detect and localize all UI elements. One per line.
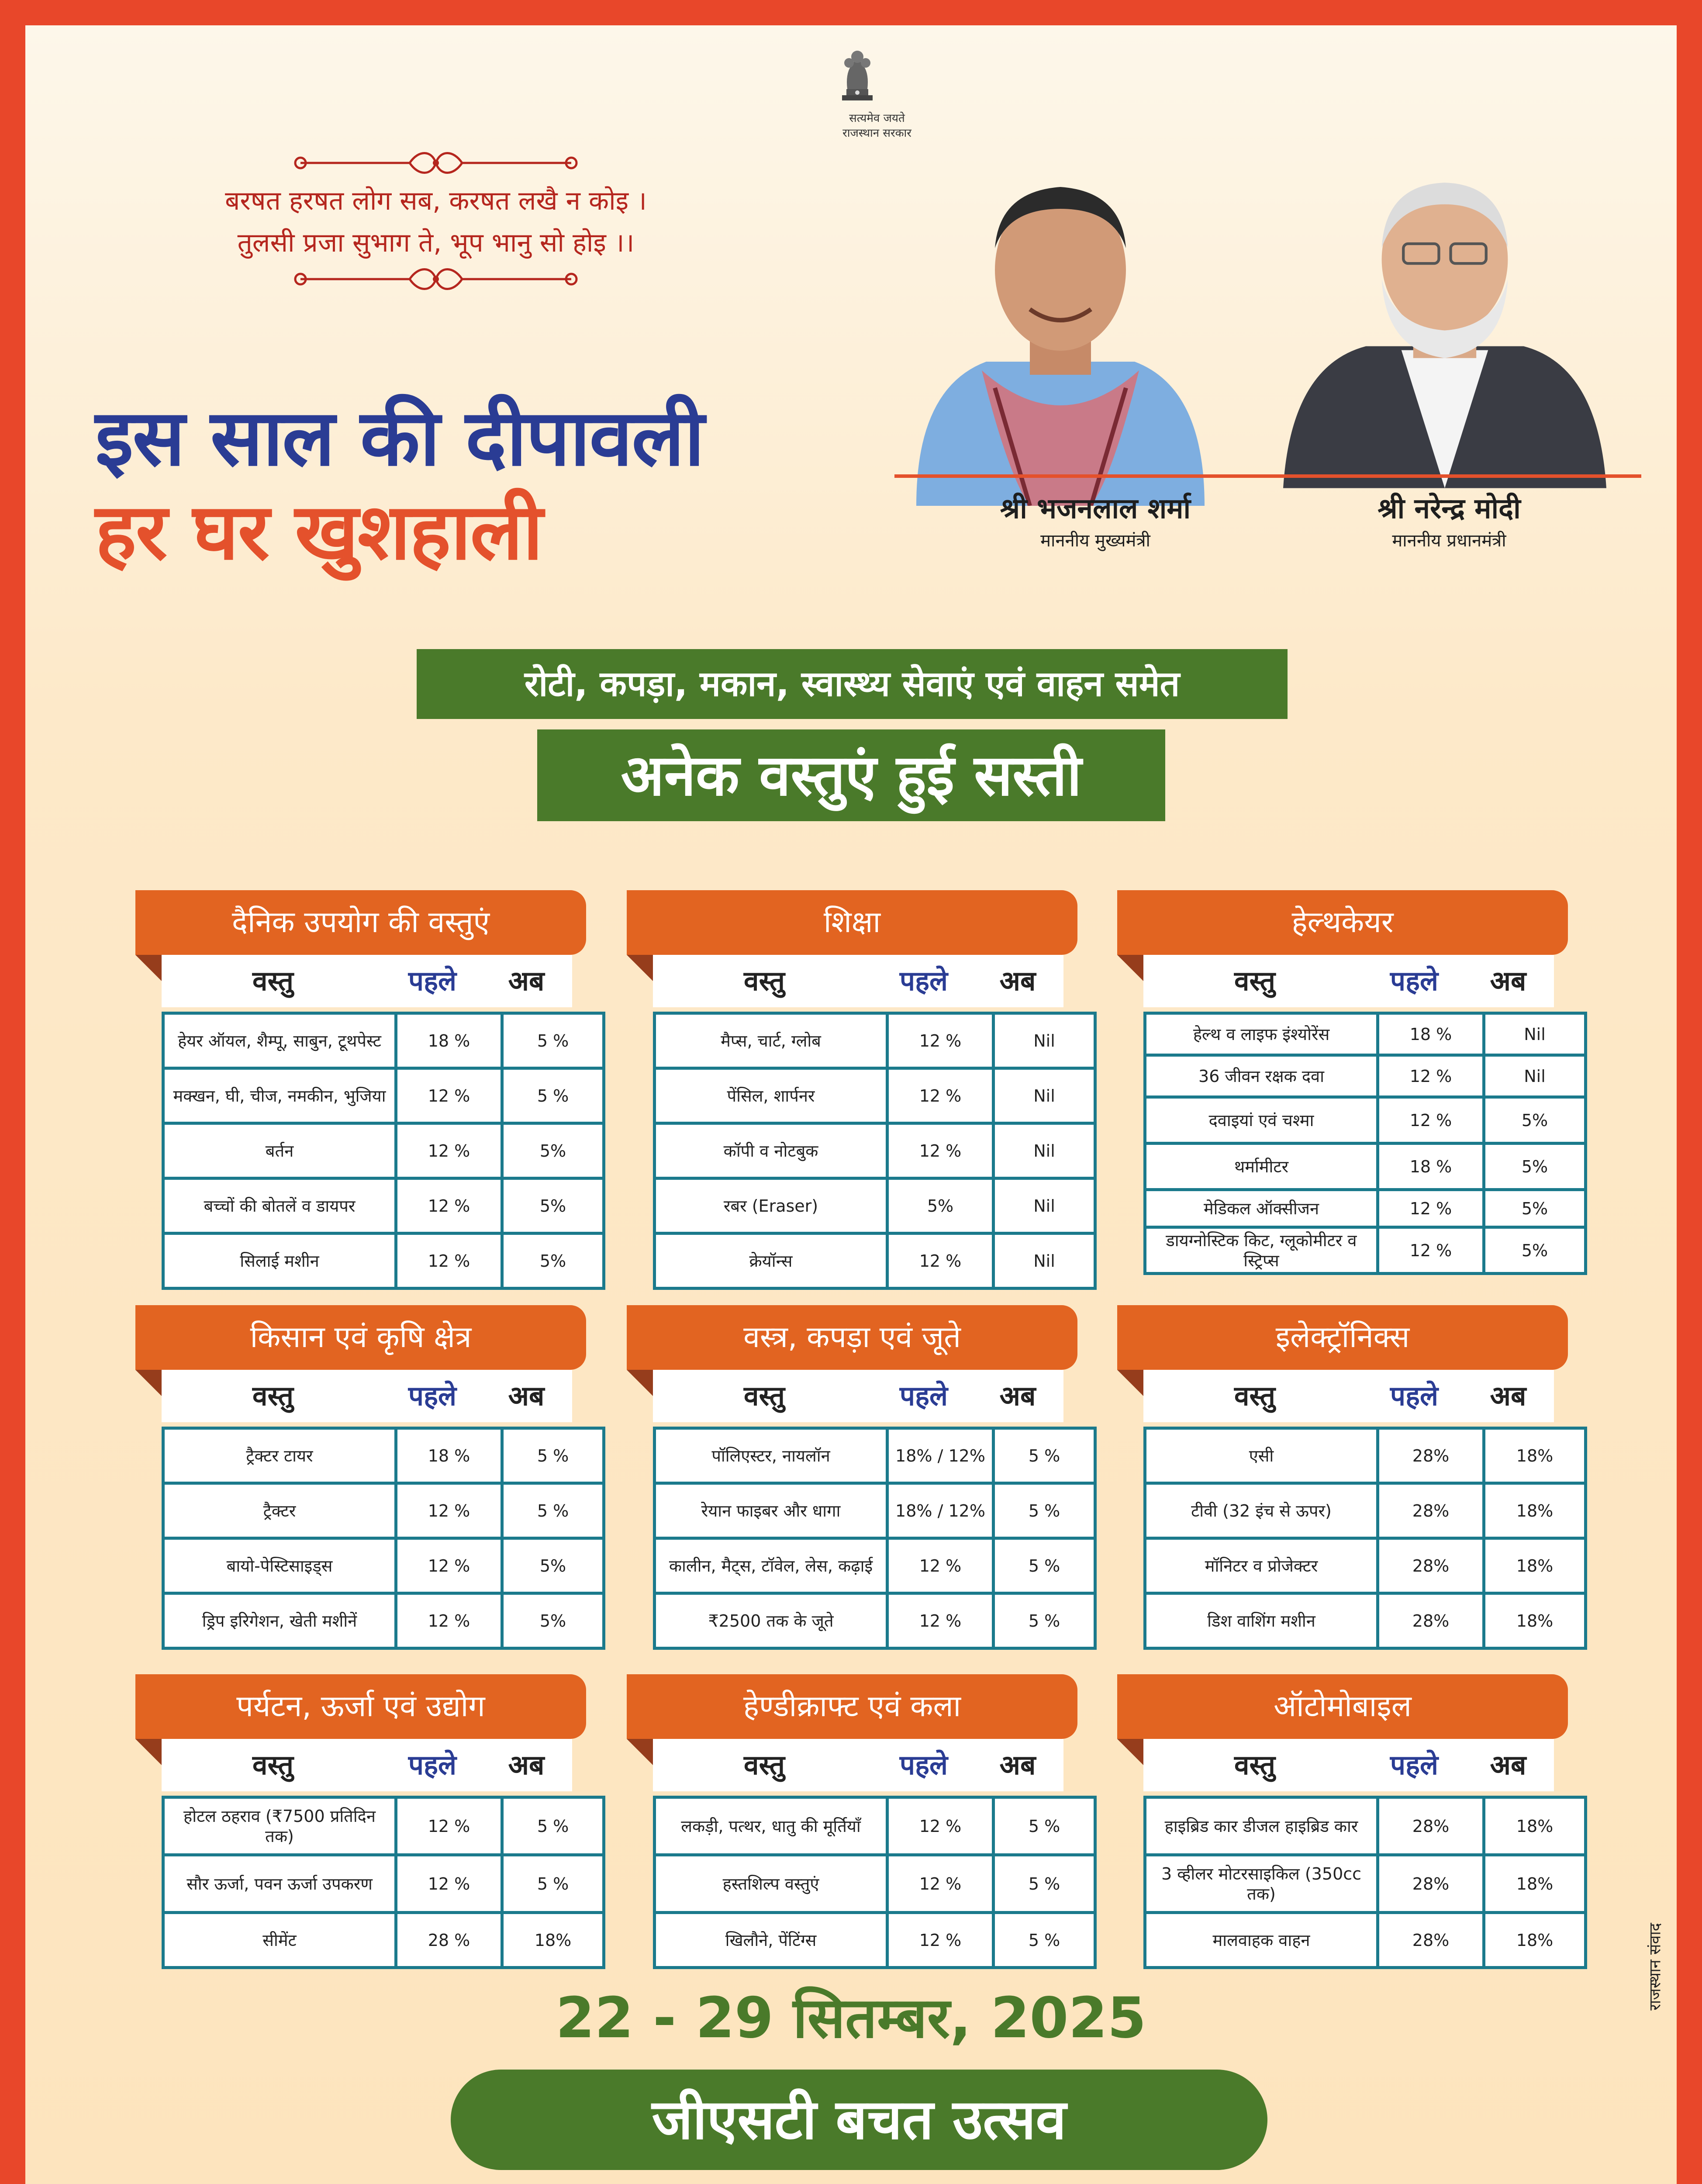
leader-name-cm: श्री भजनलाल शर्मा	[1000, 493, 1191, 525]
before-rate-cell: 12 %	[1378, 1097, 1484, 1144]
section-header	[135, 1674, 586, 1739]
table-row	[655, 1123, 1095, 1178]
item-cell: डिश वाशिंग मशीन	[1145, 1593, 1378, 1648]
table-row	[1145, 1227, 1586, 1274]
festival-title: जीएसटी बचत उत्सव	[451, 2070, 1267, 2170]
item-cell: बच्चों की बोतलें व डायपर	[163, 1178, 396, 1234]
now-rate-cell: Nil	[994, 1123, 1095, 1178]
now-rate-cell: 5%	[502, 1178, 604, 1234]
column-header	[1143, 1739, 1554, 1791]
rate-table	[653, 1012, 1097, 1290]
section-title: किसान एवं कृषि क्षेत्र	[250, 1320, 472, 1355]
now-rate-cell: 18%	[1484, 1538, 1586, 1593]
now-rate-cell: 5 %	[994, 1483, 1095, 1538]
rate-table	[1143, 1427, 1587, 1650]
table-row	[1145, 1797, 1586, 1855]
before-rate-cell: 12 %	[396, 1123, 502, 1178]
now-rate-cell: 5%	[1484, 1144, 1586, 1190]
table-row	[655, 1428, 1095, 1483]
before-rate-cell: 28%	[1378, 1855, 1484, 1913]
before-rate-cell: 12 %	[887, 1123, 994, 1178]
item-cell: मैप्स, चार्ट, ग्लोब	[655, 1013, 887, 1068]
section-title: हेण्डीक्राफ्ट एवं कला	[743, 1689, 961, 1724]
table-row	[655, 1234, 1095, 1289]
ribbon-fold	[135, 1739, 162, 1765]
before-rate-cell: 12 %	[887, 1538, 994, 1593]
col-before-label: पहले	[1390, 1380, 1439, 1412]
item-cell: सीमेंट	[163, 1913, 396, 1968]
ribbon-fold	[1117, 1370, 1143, 1396]
before-rate-cell: 12 %	[396, 1855, 502, 1913]
before-rate-cell: 12 %	[396, 1234, 502, 1289]
column-header	[653, 1739, 1063, 1791]
table-row	[1145, 1055, 1586, 1097]
ribbon-fold	[1117, 1739, 1143, 1765]
section-header	[627, 1305, 1077, 1370]
rate-table	[653, 1427, 1097, 1650]
col-now-label: अब	[508, 965, 545, 997]
table-row	[1145, 1144, 1586, 1190]
now-rate-cell: 5%	[502, 1123, 604, 1178]
col-before-label: पहले	[899, 1380, 948, 1412]
section-title: दैनिक उपयोग की वस्तुएं	[231, 905, 490, 940]
table-row	[1145, 1593, 1586, 1648]
section-title: ऑटोमोबाइल	[1274, 1689, 1412, 1724]
col-item-label: वस्तु	[744, 965, 785, 997]
now-rate-cell: Nil	[994, 1234, 1095, 1289]
now-rate-cell: 5 %	[502, 1428, 604, 1483]
before-rate-cell: 12 %	[887, 1593, 994, 1648]
item-cell: ट्रैक्टर	[163, 1483, 396, 1538]
section-header	[627, 890, 1077, 955]
banner-title: अनेक वस्तुएं हुई सस्ती	[537, 729, 1165, 821]
now-rate-cell: 5%	[1484, 1227, 1586, 1274]
section-title: इलेक्ट्रॉनिक्स	[1275, 1320, 1410, 1355]
table-row	[655, 1068, 1095, 1123]
col-item-label: वस्तु	[1234, 965, 1275, 997]
now-rate-cell: 5%	[1484, 1097, 1586, 1144]
item-cell: हेल्थ व लाइफ इंश्योरेंस	[1145, 1013, 1378, 1055]
col-now-label: अब	[1490, 1380, 1526, 1412]
item-cell: ₹2500 तक के जूते	[655, 1593, 887, 1648]
now-rate-cell: Nil	[994, 1068, 1095, 1123]
side-credit	[1641, 1882, 1667, 2056]
before-rate-cell: 12 %	[396, 1593, 502, 1648]
now-rate-cell: 18%	[1484, 1913, 1586, 1968]
before-rate-cell: 12 %	[396, 1178, 502, 1234]
item-cell: डायग्नोस्टिक किट, ग्लूकोमीटर व स्ट्रिप्स	[1145, 1227, 1378, 1274]
table-row	[1145, 1538, 1586, 1593]
table-row	[655, 1855, 1095, 1913]
item-cell: ट्रैक्टर टायर	[163, 1428, 396, 1483]
prime-minister-portrait	[1283, 143, 1606, 506]
table-row	[655, 1483, 1095, 1538]
item-cell: कालीन, मैट्स, टॉवेल, लेस, कढ़ाई	[655, 1538, 887, 1593]
chief-minister-portrait	[899, 143, 1222, 506]
now-rate-cell: 5 %	[502, 1855, 604, 1913]
item-cell: कॉपी व नोटबुक	[655, 1123, 887, 1178]
item-cell: पेंसिल, शार्पनर	[655, 1068, 887, 1123]
ribbon-fold	[135, 1370, 162, 1396]
table-row	[1145, 1013, 1586, 1055]
section-title: शिक्षा	[823, 905, 881, 940]
table-row	[655, 1913, 1095, 1968]
table-row	[163, 1178, 604, 1234]
before-rate-cell: 28%	[1378, 1428, 1484, 1483]
headline	[95, 392, 838, 580]
col-before-label: पहले	[408, 1749, 457, 1781]
now-rate-cell: 5 %	[994, 1538, 1095, 1593]
item-cell: मक्खन, घी, चीज, नमकीन, भुजिया	[163, 1068, 396, 1123]
item-cell: मेडिकल ऑक्सीजन	[1145, 1190, 1378, 1227]
column-header	[162, 1739, 572, 1791]
table-row	[163, 1234, 604, 1289]
table-row	[1145, 1190, 1586, 1227]
item-cell: हेयर ऑयल, शैम्पू, साबुन, टूथपेस्ट	[163, 1013, 396, 1068]
now-rate-cell: 5%	[502, 1593, 604, 1648]
item-cell: 36 जीवन रक्षक दवा	[1145, 1055, 1378, 1097]
section-header	[135, 1305, 586, 1370]
item-cell: लकड़ी, पत्थर, धातु की मूर्तियाँ	[655, 1797, 887, 1855]
ornament-divider-icon	[261, 148, 611, 178]
headline-line-2: हर घर खुशहाली	[95, 487, 542, 577]
before-rate-cell: 12 %	[396, 1538, 502, 1593]
table-row	[655, 1593, 1095, 1648]
ornament-divider-icon	[261, 264, 611, 294]
now-rate-cell: 5 %	[994, 1593, 1095, 1648]
item-cell: बायो-पेस्टिसाइड्स	[163, 1538, 396, 1593]
ribbon-fold	[1117, 955, 1143, 981]
before-rate-cell: 28%	[1378, 1593, 1484, 1648]
before-rate-cell: 5%	[887, 1178, 994, 1234]
column-header	[162, 955, 572, 1007]
before-rate-cell: 18 %	[1378, 1013, 1484, 1055]
now-rate-cell: 5 %	[994, 1428, 1095, 1483]
before-rate-cell: 12 %	[1378, 1190, 1484, 1227]
col-item-label: वस्तु	[1234, 1749, 1275, 1781]
before-rate-cell: 28%	[1378, 1797, 1484, 1855]
item-cell: रेयान फाइबर और धागा	[655, 1483, 887, 1538]
before-rate-cell: 12 %	[887, 1855, 994, 1913]
leader-title-cm: माननीय मुख्यमंत्री	[1040, 531, 1150, 551]
col-item-label: वस्तु	[252, 965, 293, 997]
now-rate-cell: 18%	[502, 1913, 604, 1968]
now-rate-cell: 18%	[1484, 1797, 1586, 1855]
rate-table	[162, 1796, 605, 1969]
now-rate-cell: 5 %	[994, 1855, 1095, 1913]
item-cell: ड्रिप इरिगेशन, खेती मशीनें	[163, 1593, 396, 1648]
ribbon-fold	[627, 1739, 653, 1765]
festival-dates: 22 - 29 सितम्बर, 2025	[556, 1986, 1146, 2051]
now-rate-cell: 18%	[1484, 1428, 1586, 1483]
before-rate-cell: 12 %	[396, 1797, 502, 1855]
leader-name-pm: श्री नरेन्द्र मोदी	[1377, 493, 1521, 525]
table-row	[163, 1123, 604, 1178]
emblem-caption: राजस्थान सरकार	[842, 127, 911, 140]
before-rate-cell: 18% / 12%	[887, 1428, 994, 1483]
rate-table	[1143, 1796, 1587, 1969]
section-title: वस्त्र, कपड़ा एवं जूते	[743, 1320, 961, 1355]
state-emblem	[833, 44, 921, 141]
before-rate-cell: 12 %	[887, 1797, 994, 1855]
col-before-label: पहले	[1390, 1749, 1439, 1781]
emblem-motto: सत्यमेव जयते	[849, 112, 905, 125]
leader-title-pm: माननीय प्रधानमंत्री	[1392, 531, 1506, 551]
before-rate-cell: 28%	[1378, 1538, 1484, 1593]
headline-line-1: इस साल की दीपावली	[95, 393, 704, 483]
rate-table	[162, 1012, 605, 1290]
poster-body	[25, 25, 1677, 2184]
now-rate-cell: 5 %	[994, 1797, 1095, 1855]
now-rate-cell: 5 %	[502, 1797, 604, 1855]
table-row	[163, 1593, 604, 1648]
now-rate-cell: 5%	[502, 1538, 604, 1593]
table-row	[163, 1797, 604, 1855]
col-before-label: पहले	[408, 965, 457, 997]
table-row	[163, 1013, 604, 1068]
before-rate-cell: 28 %	[396, 1913, 502, 1968]
table-row	[163, 1483, 604, 1538]
before-rate-cell: 12 %	[1378, 1227, 1484, 1274]
before-rate-cell: 12 %	[887, 1234, 994, 1289]
table-row	[1145, 1483, 1586, 1538]
item-cell: बर्तन	[163, 1123, 396, 1178]
col-now-label: अब	[1490, 965, 1526, 997]
now-rate-cell: 5 %	[502, 1068, 604, 1123]
doha-line-1: बरषत हरषत लोग सब, करषत लखै न कोइ ।	[225, 186, 647, 216]
now-rate-cell: Nil	[994, 1013, 1095, 1068]
now-rate-cell: 18%	[1484, 1593, 1586, 1648]
col-item-label: वस्तु	[252, 1749, 293, 1781]
before-rate-cell: 12 %	[887, 1913, 994, 1968]
now-rate-cell: 5%	[502, 1234, 604, 1289]
item-cell: रबर (Eraser)	[655, 1178, 887, 1234]
column-header	[1143, 955, 1554, 1007]
before-rate-cell: 18 %	[396, 1428, 502, 1483]
col-item-label: वस्तु	[1234, 1380, 1275, 1412]
item-cell: एसी	[1145, 1428, 1378, 1483]
now-rate-cell: Nil	[1484, 1055, 1586, 1097]
table-row	[655, 1797, 1095, 1855]
table-row	[163, 1855, 604, 1913]
section-header	[1117, 1305, 1568, 1370]
rate-table	[162, 1427, 605, 1650]
section-header	[627, 1674, 1077, 1739]
rate-table	[653, 1796, 1097, 1969]
now-rate-cell: 18%	[1484, 1855, 1586, 1913]
col-before-label: पहले	[408, 1380, 457, 1412]
col-before-label: पहले	[899, 965, 948, 997]
table-row	[1145, 1428, 1586, 1483]
table-row	[655, 1178, 1095, 1234]
portrait-baseline	[894, 474, 1641, 478]
rate-table	[1143, 1012, 1587, 1275]
ribbon-fold	[135, 955, 162, 981]
doha-block	[148, 148, 724, 296]
item-cell: हस्तशिल्प वस्तुएं	[655, 1855, 887, 1913]
col-now-label: अब	[999, 965, 1036, 997]
col-now-label: अब	[508, 1749, 545, 1781]
before-rate-cell: 12 %	[396, 1068, 502, 1123]
ribbon-fold	[627, 955, 653, 981]
table-row	[1145, 1097, 1586, 1144]
item-cell: सौर ऊर्जा, पवन ऊर्जा उपकरण	[163, 1855, 396, 1913]
item-cell: क्रेयॉन्स	[655, 1234, 887, 1289]
now-rate-cell: 18%	[1484, 1483, 1586, 1538]
before-rate-cell: 12 %	[396, 1483, 502, 1538]
section-title: पर्यटन, ऊर्जा एवं उद्योग	[236, 1689, 485, 1724]
column-header	[653, 955, 1063, 1007]
table-row	[163, 1428, 604, 1483]
now-rate-cell: 5 %	[502, 1483, 604, 1538]
now-rate-cell: Nil	[994, 1178, 1095, 1234]
table-row	[655, 1538, 1095, 1593]
table-row	[163, 1913, 604, 1968]
section-header	[135, 890, 586, 955]
item-cell: सिलाई मशीन	[163, 1234, 396, 1289]
item-cell: टीवी (32 इंच से ऊपर)	[1145, 1483, 1378, 1538]
before-rate-cell: 28%	[1378, 1913, 1484, 1968]
now-rate-cell: Nil	[1484, 1013, 1586, 1055]
table-row	[163, 1538, 604, 1593]
column-header	[162, 1370, 572, 1422]
before-rate-cell: 18 %	[1378, 1144, 1484, 1190]
now-rate-cell: 5 %	[994, 1913, 1095, 1968]
column-header	[1143, 1370, 1554, 1422]
col-item-label: वस्तु	[252, 1380, 293, 1412]
before-rate-cell: 12 %	[887, 1013, 994, 1068]
item-cell: 3 व्हीलर मोटरसाइकिल (350cc तक)	[1145, 1855, 1378, 1913]
column-header	[653, 1370, 1063, 1422]
banner-subtitle: रोटी, कपड़ा, मकान, स्वास्थ्य सेवाएं एवं वाहन समेत	[417, 649, 1288, 719]
item-cell: हाइब्रिड कार डीजल हाइब्रिड कार	[1145, 1797, 1378, 1855]
now-rate-cell: 5 %	[502, 1013, 604, 1068]
doha-line-2: तुलसी प्रजा सुभाग ते, भूप भानु सो होइ ।।	[237, 228, 635, 258]
col-now-label: अब	[999, 1749, 1036, 1781]
item-cell: पॉलिएस्टर, नायलॉन	[655, 1428, 887, 1483]
col-now-label: अब	[999, 1380, 1036, 1412]
section-title: हेल्थकेयर	[1291, 905, 1394, 940]
item-cell: होटल ठहराव (₹7500 प्रतिदिन तक)	[163, 1797, 396, 1855]
table-row	[1145, 1913, 1586, 1968]
item-cell: खिलौने, पेंटिंग्स	[655, 1913, 887, 1968]
ribbon-fold	[627, 1370, 653, 1396]
before-rate-cell: 12 %	[1378, 1055, 1484, 1097]
before-rate-cell: 28%	[1378, 1483, 1484, 1538]
item-cell: मालवाहक वाहन	[1145, 1913, 1378, 1968]
table-row	[163, 1068, 604, 1123]
before-rate-cell: 12 %	[887, 1068, 994, 1123]
now-rate-cell: 5%	[1484, 1190, 1586, 1227]
col-before-label: पहले	[899, 1749, 948, 1781]
item-cell: मॉनिटर व प्रोजेक्टर	[1145, 1538, 1378, 1593]
item-cell: थर्मामीटर	[1145, 1144, 1378, 1190]
col-now-label: अब	[1490, 1749, 1526, 1781]
col-item-label: वस्तु	[744, 1380, 785, 1412]
col-before-label: पहले	[1390, 965, 1439, 997]
item-cell: दवाइयां एवं चश्मा	[1145, 1097, 1378, 1144]
col-now-label: अब	[508, 1380, 545, 1412]
before-rate-cell: 18 %	[396, 1013, 502, 1068]
before-rate-cell: 18% / 12%	[887, 1483, 994, 1538]
col-item-label: वस्तु	[744, 1749, 785, 1781]
section-header	[1117, 1674, 1568, 1739]
ashoka-emblem-icon	[833, 44, 881, 109]
side-credit-text: राजस्थान संवाद	[1646, 1923, 1664, 2011]
section-header	[1117, 890, 1568, 955]
table-row	[1145, 1855, 1586, 1913]
table-row	[655, 1013, 1095, 1068]
